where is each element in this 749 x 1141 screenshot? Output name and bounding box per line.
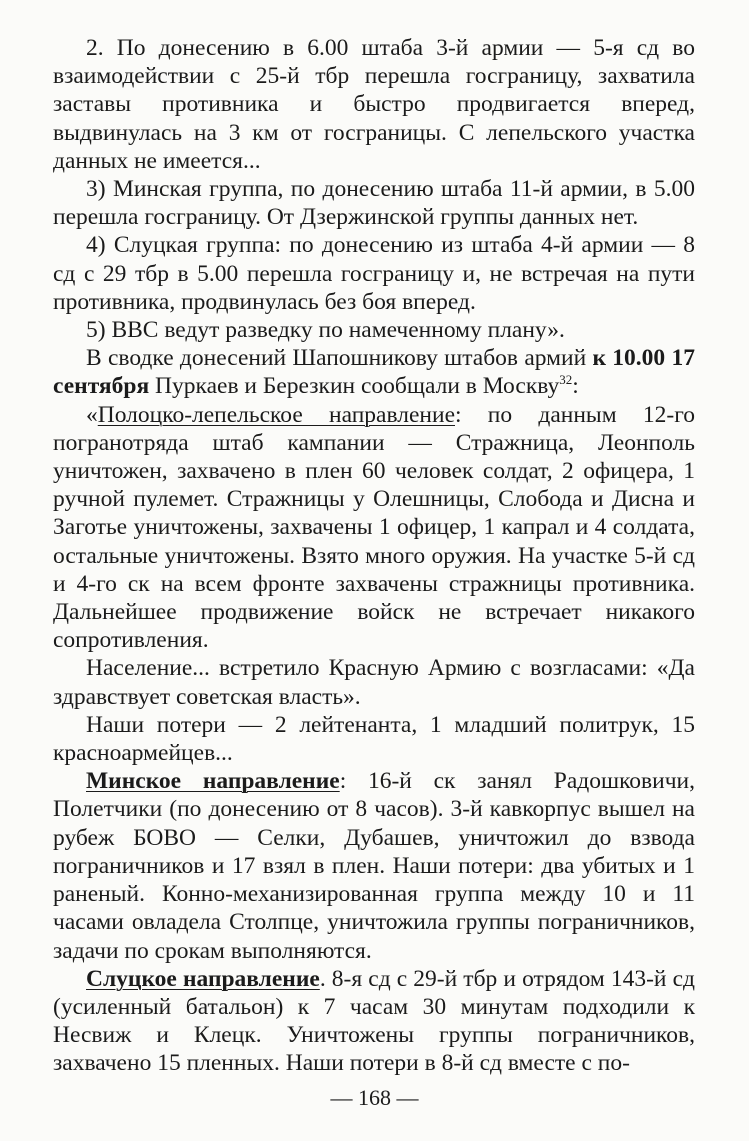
paragraph-slutsk-group: [53, 231, 695, 316]
paragraph-text: Население... встретило Красную Армию с возгласами: «Да здравствует советская власть».: [53, 655, 695, 710]
paragraph-air-force: [53, 316, 695, 344]
section-heading-slutsk: Слуцкое направление: [86, 965, 320, 992]
paragraph-minsk-group: [53, 175, 695, 231]
bold-date: к 10.00 17 сентября: [53, 345, 695, 400]
paragraph-text: Наши потери — 2 лейтенанта, 1 младший политрук, 15 красноармейцев...: [53, 711, 695, 767]
paragraph-text: 2. По донесению в 6.00 штаба 3-й армии — 5-я сд во взаимодействии с 25-й тбр перешла госграницу, захватила заставы противника и быстро продвигается вперед, выдвинулась на 3 км от госграницы. С лепельского участка данных не имеется...: [53, 35, 695, 174]
paragraph-polotsk-direction: [53, 401, 695, 655]
paragraph-text: 4) Слуцкая группа: по донесению из штаба 4-й армии — 8 сд с 29 тбр в 5.00 перешла госграницу и, не встречая на пути противника, продвинулась без боя вперед.: [53, 232, 695, 315]
section-heading-polotsk: Полоцко-лепельское направление: [97, 401, 455, 428]
paragraph-text: : 16-й ск занял Радошковичи, Полетчики (по донесению от 8 часов). 3-й кавкорпус вышел на рубеж БОВО — Селки, Дубашев, уничтожил до взвода пограничников и 17 взял в плен. Наши потери: два убитых и 1 раненый. Конно-механизированная группа между 10 и 11 часами овладела Столпце, уничтожила группы пограничников, задачи по срокам выполняются.: [53, 768, 696, 964]
paragraph-text: В сводке донесений Шапошникову штабов армий: [86, 345, 593, 372]
footnote-ref: 32: [559, 372, 573, 388]
paragraph-slutsk-direction: [53, 965, 695, 1078]
paragraph-text: . 8-я сд с 29-й тбр и отрядом 143-й сд (усиленный батальон) к 7 часам 30 минутам подходили к Несвиж и Клецк. Уничтожены группы пограничников, захвачено 15 пленных. Наши потери в 8-й сд вместе с по-: [53, 965, 695, 1077]
paragraph-text: Пуркаев и Березкин сообщали в Москву: [149, 373, 560, 400]
paragraph-minsk-direction: [53, 767, 695, 964]
page-number: — 168 —: [330, 1085, 419, 1110]
section-heading-minsk: Минское направление: [86, 768, 340, 795]
quote-mark: «: [86, 401, 98, 428]
paragraph-text: 5) ВВС ведут разведку по намеченному плану».: [86, 317, 565, 344]
paragraph-text: 3) Минская группа, по донесению штаба 11-й армии, в 5.00 перешла госграницу. От Дзержинской группы данных нет.: [53, 176, 695, 231]
page-text: [53, 34, 695, 1078]
paragraph-text: : по данным 12-го погранотряда штаб кампании — Стражница, Леонполь уничтожен, захвачено в плен 60 человек солдат, 2 офицера, 1 ручной пулемет. Стражницы у Олешницы, Слобода и Дисна и Заготье уничтожены, захвачены 1 офицер, 1 капрал и 4 солдата, остальные уничтожены. Взято много оружия. На участке 5-й сд и 4-го ск на всем фронте захвачены стражницы противника. Дальнейшее продвижение войск не встречает никакого сопротивления.: [53, 401, 695, 654]
paragraph-summary-intro: [53, 344, 695, 400]
paragraph-population: [53, 654, 695, 710]
paragraph-losses: [53, 711, 695, 767]
paragraph-3rd-army-report: [53, 34, 695, 175]
paragraph-text: :: [572, 373, 579, 400]
